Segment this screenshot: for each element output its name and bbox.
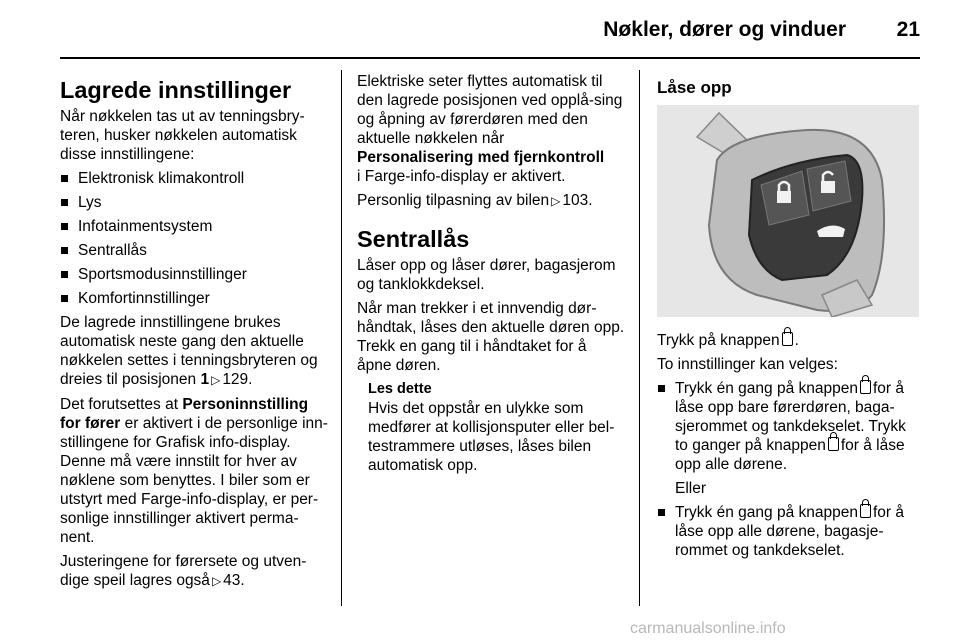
column-divider-2 [639,70,640,606]
paragraph-press-button: Trykk på knappen . [657,332,799,349]
list-item: Infotainmentsystem [60,217,332,236]
list-item: Komfortinnstillinger [60,289,332,308]
column-2 [357,72,625,475]
paragraph-personal-settings: Det forutsettes at Personinnstilling for fører er aktivert i de personlige inn-stillingene for Grafisk info-display. Denne må være innstilt for hver av nøklene som benyttes. I biler som er utstyrt med Farge-info-display, er per-sonlige innstillinger aktivert perma-nent. [60,396,328,546]
list-item: Trykk én gang på knappen for å låse opp alle dørene, bagasje-rommet og tankdekselet. [657,503,920,560]
watermark: carmanualsonline.info [630,620,786,637]
note-title: Les dette [368,381,432,397]
heading-lagrede-innstillinger: Lagrede innstillinger [60,77,292,103]
heading-sentrallas: Sentrallås [357,226,470,252]
list-item: Sportsmodusinnstillinger [60,265,332,284]
remote-key-image [657,105,919,317]
page-ref-arrow-icon: ▷ [211,373,221,387]
section-title: Nøkler, dører og vinduer [603,18,846,41]
unlock-icon [782,332,793,346]
page-ref-arrow-icon: ▷ [211,574,222,588]
column-3 [657,72,920,565]
paragraph-ignition: De lagrede innstillingene brukes automatisk neste gang den aktuelle nøkkelen settes i tenningsbryteren og dreies til posisjonen 1 ▷ 129. [60,314,318,388]
page-ref-link[interactable]: 103. [562,192,593,209]
paragraph-locking: Låser opp og låser dører, bagasjerom og tanklokkdeksel. [357,257,616,293]
header-divider [60,57,920,59]
page-ref-link[interactable]: 129. [222,371,253,388]
list-item: Sentrallås [60,241,332,260]
paragraph-two-settings: To innstillinger kan velges: [657,356,838,373]
or-text: Eller [675,480,707,497]
intro-paragraph: Når nøkkelen tas ut av tenningsbry-teren, husker nøkkelen automatisk disse innstillingene: [60,108,305,163]
paragraph-door-handle: Når man trekker i et innvendig dør-håndtak, låses den aktuelle døren opp. Trekk en gang til i håndtaket for å åpne døren. [357,300,625,374]
heading-lase-opp: Låse opp [657,78,732,97]
paragraph-personalisation: Personlig tilpasning av bilen ▷ 103. [357,192,593,209]
list-item: Lys [60,193,332,212]
paragraph-mirrors: Justeringene for førersete og utven-dige speil lagres også ▷ 43. [60,553,307,589]
car-key-illustration [657,105,919,317]
column-divider-1 [341,70,342,606]
unlock-icon [860,380,871,394]
page-ref-arrow-icon: ▷ [551,194,561,208]
page-number: 21 [896,18,920,41]
column-1 [60,72,332,596]
note-box [357,380,625,475]
list-item: Elektronisk klimakontroll [60,169,332,188]
list-item: Trykk én gang på knappen for å låse opp bare førerdøren, baga-sjerommet og tankdekselet. Trykk to ganger på knappen for å låse opp alle dørene. [657,379,920,474]
page-header [60,14,920,54]
paragraph-seats: Elektriske seter flyttes automatisk til den lagrede posisjonen ved opplå-sing og åpning av førerdøren med den aktuelle nøkkelen når Personalisering med fjernkontroll i Farge-info-display er aktivert. [357,73,623,185]
unlock-icon [860,504,871,518]
unlock-icon [828,437,839,451]
page-ref-link[interactable]: 43. [223,572,245,589]
note-text: Hvis det oppstår en ulykke som medfører at kollisjonsputer eller bel-testrammere utløses, låses bilen automatisk opp. [368,400,615,474]
